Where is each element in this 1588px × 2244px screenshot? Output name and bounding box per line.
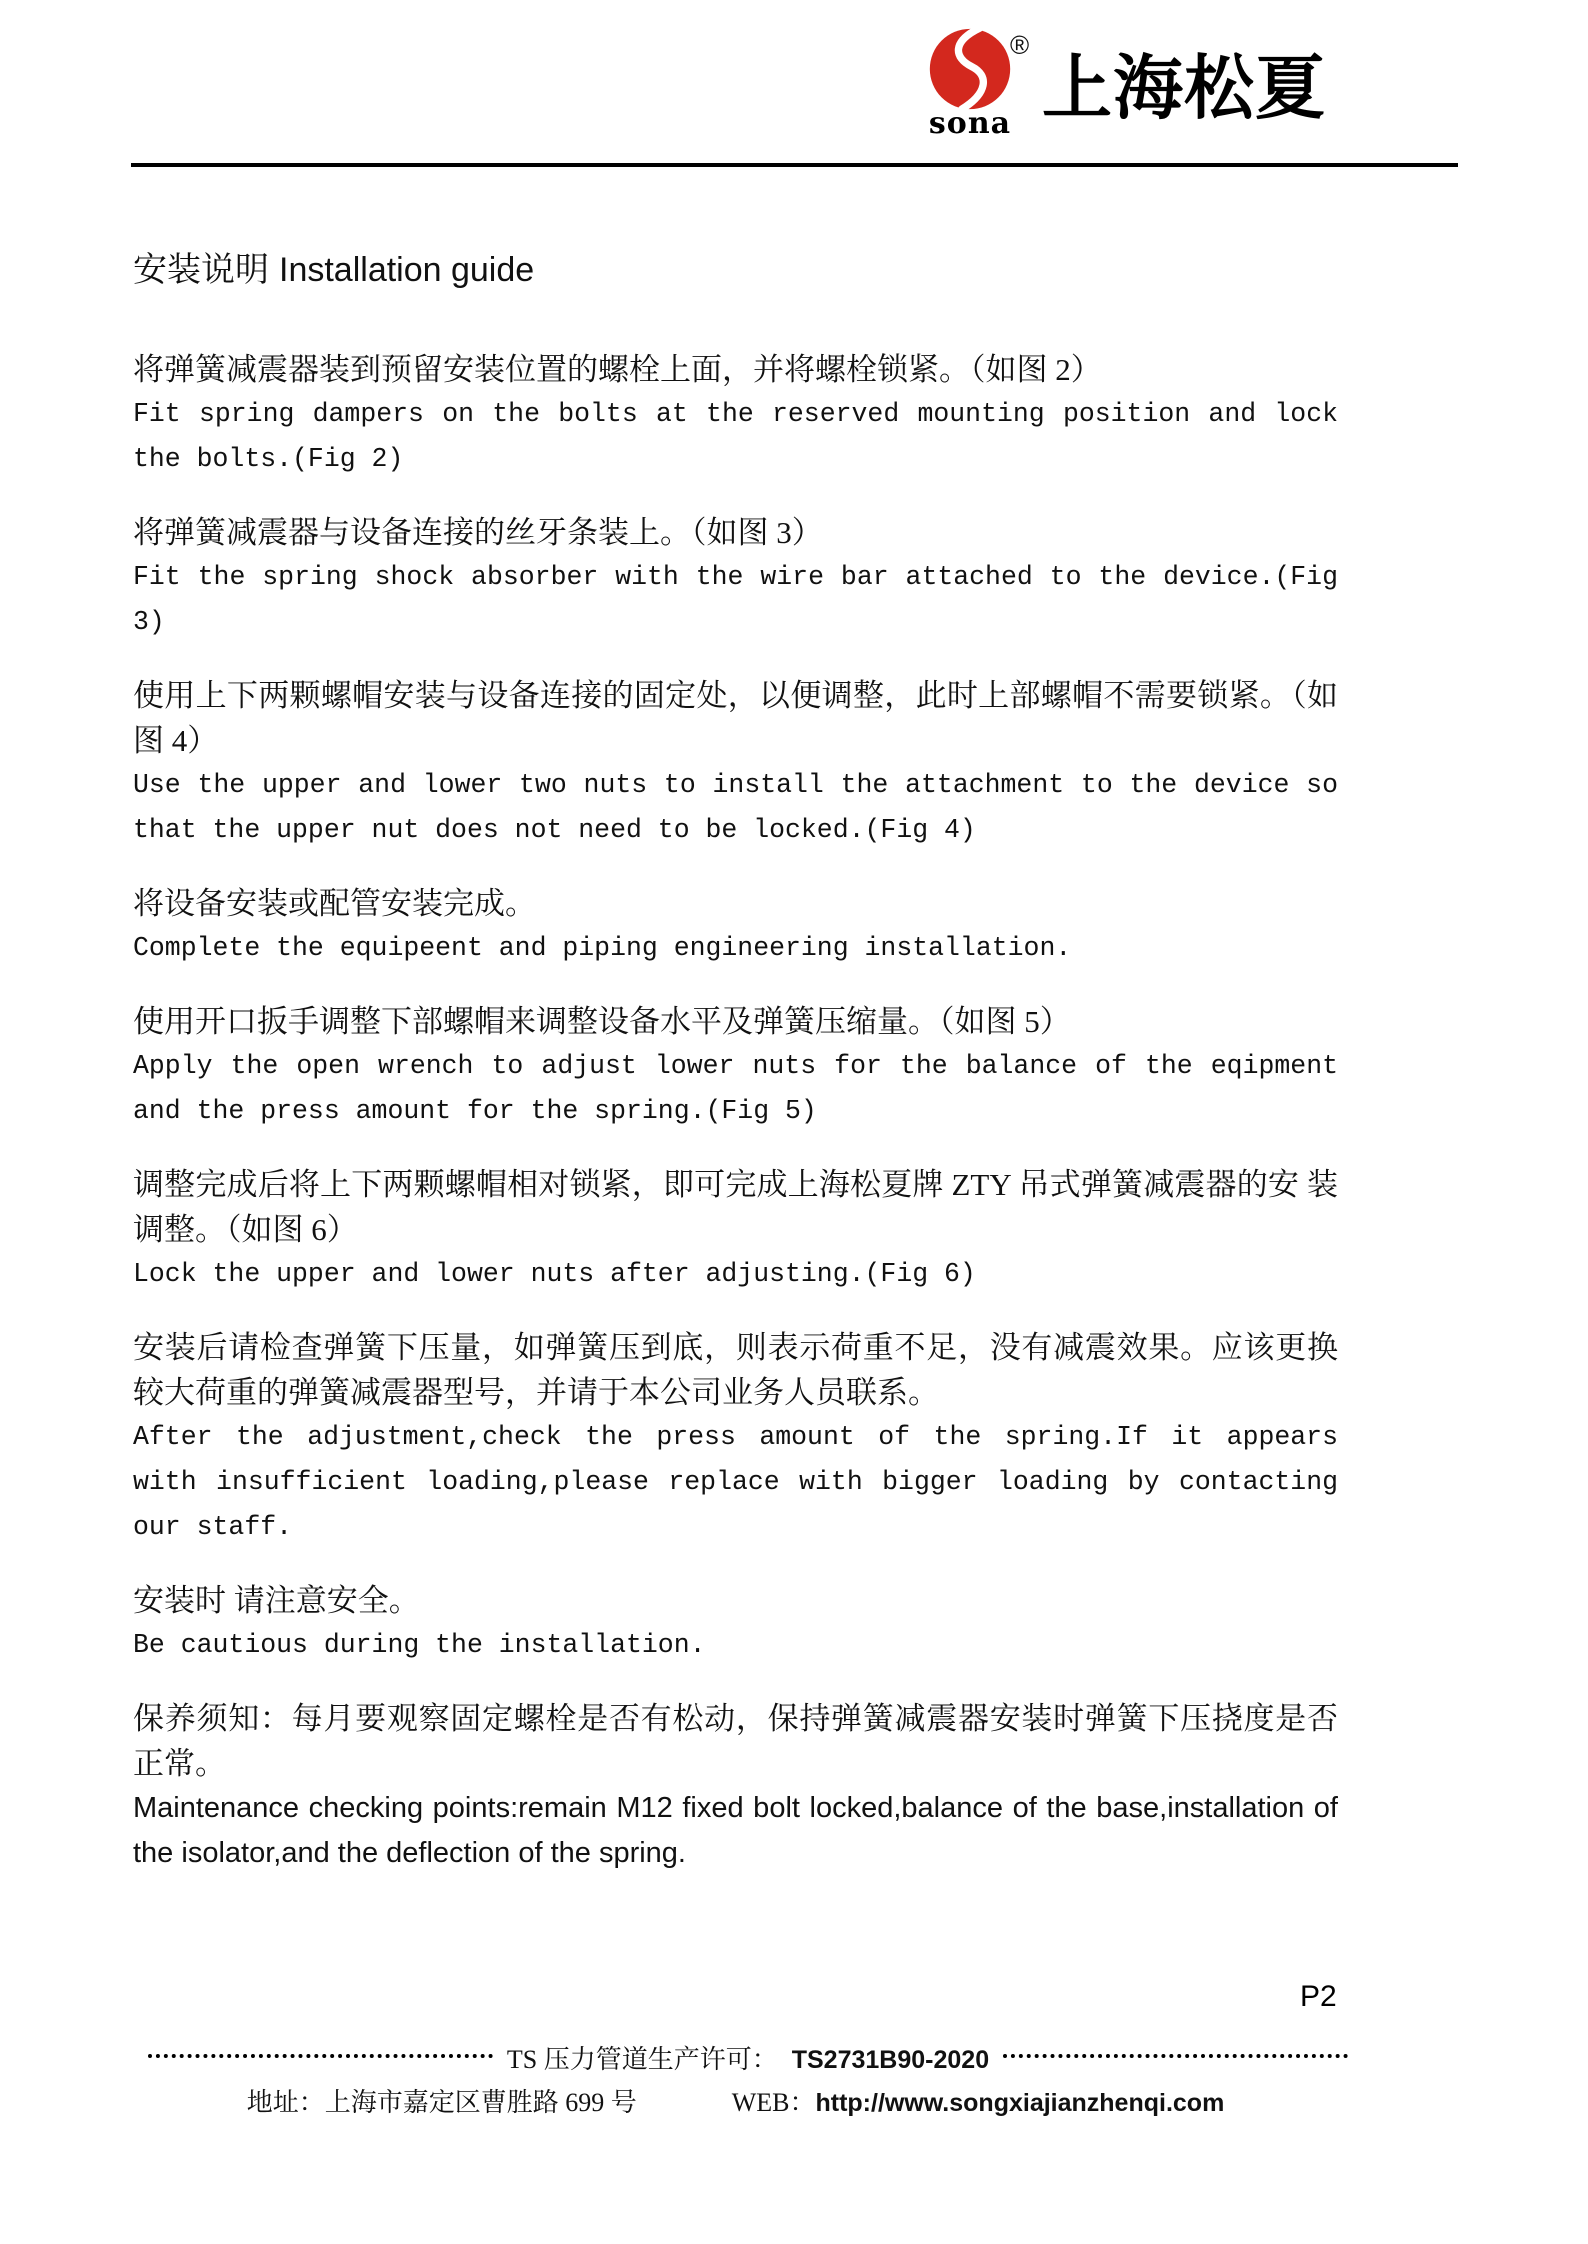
footer-license-row <box>148 2040 1348 2080</box>
paragraph-zh-text: 将弹簧减震器装到预留安装位置的螺栓上面，并将螺栓锁紧。（如图 2） <box>133 352 1102 387</box>
paragraph-en-text: After the adjustment,check the press amount of the spring.If it appears with insufficient loading,please replace with bigger loading by contacting our staff. <box>133 1422 1338 1542</box>
page-title-en: Installation guide <box>279 251 535 289</box>
web-item <box>732 2082 1225 2124</box>
paragraph-zh-text: 安装后请检查弹簧下压量，如弹簧压到底，则表示荷重不足，没有减震效果。应该更换较大荷重的弹簧减震器型号，并请于本公司业务人员联系。 <box>133 1330 1338 1410</box>
registered-trademark-icon: ® <box>1010 30 1030 60</box>
header-divider <box>131 163 1458 167</box>
paragraph <box>133 1162 1338 1297</box>
paragraph-en-text: Be cautious during the installation. <box>133 1630 706 1660</box>
paragraph <box>133 1325 1338 1550</box>
dotted-leader-right <box>1003 2054 1348 2058</box>
license-number: TS2731B90-2020 <box>791 2046 990 2074</box>
paragraph-zh-text: 使用上下两颗螺帽安装与设备连接的固定处，以便调整，此时上部螺帽不需要锁紧。（如图 4） <box>133 678 1338 758</box>
paragraph-en-text: Maintenance checking points:remain M12 fixed bolt locked,balance of the base,installation of the isolator,and the deflection of the spring. <box>133 1792 1338 1869</box>
address-label: 地址： <box>246 2088 325 2117</box>
document-body <box>133 248 1338 1904</box>
paragraph-zh-text: 保养须知：每月要观察固定螺栓是否有松动，保持弹簧减震器安装时弹簧下压挠度是否正常。 <box>133 1701 1338 1781</box>
paragraph <box>133 999 1338 1134</box>
page-title-zh: 安装说明 <box>133 252 269 289</box>
address-item <box>247 2082 637 2124</box>
dotted-leader-left <box>148 2054 493 2058</box>
paragraph-en-text: Fit the spring shock absorber with the wire bar attached to the device.(Fig 3) <box>133 562 1338 637</box>
paragraph-zh-text: 调整完成后将上下两颗螺帽相对锁紧，即可完成上海松夏牌 ZTY 吊式弹簧减震器的安 装调整。（如图 6） <box>133 1167 1338 1247</box>
brand-wordmark: sona <box>928 106 1012 141</box>
paragraph-zh-text: 使用开口扳手调整下部螺帽来调整设备水平及弹簧压缩量。（如图 5） <box>133 1004 1071 1039</box>
web-url: http://www.songxiajianzhenqi.com <box>815 2089 1225 2117</box>
paragraph-zh-text: 安装时 请注意安全。 <box>133 1583 420 1618</box>
paragraph <box>133 347 1338 482</box>
page-title <box>133 248 1338 293</box>
paragraph <box>133 881 1338 971</box>
paragraph <box>133 510 1338 645</box>
paragraph-en-text: Use the upper and lower two nuts to install the attachment to the device so that the upper nut does not need to be locked.(Fig 4) <box>133 770 1338 845</box>
paragraph <box>133 1696 1338 1876</box>
web-label: WEB： <box>731 2088 816 2117</box>
page-number: P2 <box>1300 1980 1337 2013</box>
paragraph-zh-text: 将弹簧减震器与设备连接的丝牙条装上。（如图 3） <box>133 515 823 550</box>
paragraph-en-text: Lock the upper and lower nuts after adjusting.(Fig 6) <box>133 1259 976 1289</box>
paragraph <box>133 1578 1338 1668</box>
footer-address-row <box>133 2082 1338 2124</box>
paragraph <box>133 673 1338 853</box>
paragraph-zh-text: 将设备安装或配管安装完成。 <box>133 886 536 921</box>
paragraph-en-text: Apply the open wrench to adjust lower nuts for the balance of the eqipment and the press amount for the spring.(Fig 5) <box>133 1051 1338 1126</box>
address-value: 上海市嘉定区曹胜路 699 号 <box>324 2088 637 2117</box>
sona-ball-icon <box>929 28 1011 110</box>
paragraph-en-text: Complete the equipeent and piping engineering installation. <box>133 933 1072 963</box>
company-logo <box>928 28 1012 141</box>
license-label: TS 压力管道生产许可： <box>506 2045 778 2074</box>
company-name: 上海松夏 <box>1042 49 1326 127</box>
paragraph-en-text: Fit spring dampers on the bolts at the reserved mounting position and lock the bolts.(Fig 2) <box>133 399 1338 474</box>
